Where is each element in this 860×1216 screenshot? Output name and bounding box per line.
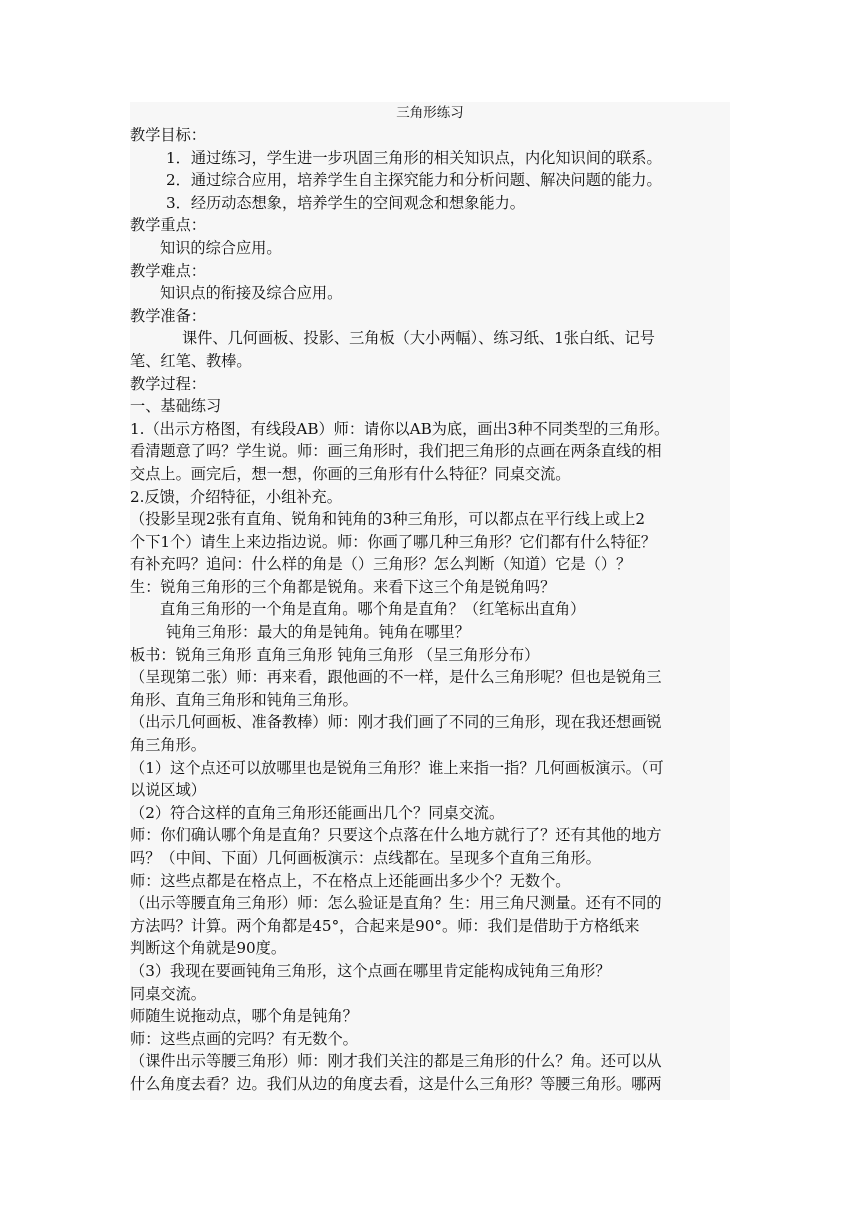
text-line: 角三角形。	[130, 736, 206, 755]
text-line: 师：这些点画的完吗？有无数个。	[130, 1029, 358, 1048]
text-line: 师随生说拖动点，哪个角是钝角？	[130, 1007, 358, 1026]
text-line: 以说区域）	[130, 781, 206, 800]
text-line: 教学难点：	[130, 261, 206, 280]
text-line: 个下1个）请生上来边指边说。师：你画了哪几种三角形？它们都有什么特征？	[130, 532, 657, 551]
text-line: 2.反馈，介绍特征，小组补充。	[130, 487, 342, 506]
text-line: 什么角度去看？边。我们从边的角度去看，这是什么三角形？等腰三角形。哪两	[130, 1074, 662, 1093]
text-line: （出示几何画板、准备教棒）师：刚才我们画了不同的三角形，现在我还想画锐	[130, 713, 662, 732]
text-line: 有补充吗？追问：什么样的角是（）三角形？怎么判断（知道）它是（）？	[130, 555, 632, 574]
text-line: 板书：锐角三角形 直角三角形 钝角三角形 （呈三角形分布）	[130, 645, 540, 664]
text-line: 交点上。画完后，想一想，你画的三角形有什么特征？同桌交流。	[130, 464, 571, 483]
text-line: 看清题意了吗？学生说。师：画三角形时，我们把三角形的点画在两条直线的相	[130, 442, 662, 461]
text-line: 方法吗？计算。两个角都是45°，合起来是90°。师：我们是借助于方格纸来	[130, 916, 640, 935]
text-line: 知识的综合应用。	[160, 238, 282, 257]
text-line: 师：你们确认哪个角是直角？只要这个点落在什么地方就行了？还有其他的地方	[130, 826, 662, 845]
text-line: 一、基础练习	[130, 397, 222, 416]
text-line: 2．通过综合应用，培养学生自主探究能力和分析问题、解决问题的能力。	[166, 171, 662, 190]
text-line: 师：这些点都是在格点上，不在格点上还能画出多少个？无数个。	[130, 871, 571, 890]
text-line: 同桌交流。	[130, 984, 206, 1003]
text-line: 教学目标：	[130, 126, 206, 144]
text-line: 教学重点：	[130, 216, 206, 235]
document-body	[130, 124, 730, 1096]
text-line: （呈现第二张）师：再来看，跟他画的不一样，是什么三角形呢？但也是锐角三	[130, 668, 662, 687]
text-line: 角形、直角三角形和钝角三角形。	[130, 690, 358, 709]
text-line: （出示等腰直角三角形）师：怎么验证是直角？生：用三角尺测量。还有不同的	[130, 894, 662, 913]
text-line: 课件、几何画板、投影、三角板（大小两幅）、练习纸、1张白纸、记号	[182, 329, 655, 348]
text-line: （课件出示等腰三角形）师：刚才我们关注的都是三角形的什么？角。还可以从	[130, 1052, 662, 1071]
text-line: 判断这个角就是90度。	[130, 939, 287, 958]
text-line: 生：锐角三角形的三个角都是锐角。来看下这三个角是锐角吗？	[130, 577, 556, 596]
text-line: 直角三角形的一个角是直角。哪个角是直角？（红笔标出直角）	[160, 600, 586, 619]
text-line: 教学准备：	[130, 306, 206, 325]
text-line: （投影呈现2张有直角、锐角和钝角的3种三角形，可以都点在平行线上或上2	[130, 510, 645, 529]
document-page	[130, 102, 730, 1100]
document-title: 三角形练习	[396, 105, 464, 121]
text-line: 3．经历动态想象，培养学生的空间观念和想象能力。	[166, 193, 525, 212]
text-line: 1．通过练习，学生进一步巩固三角形的相关知识点，内化知识间的联系。	[166, 148, 662, 167]
text-line: （2）符合这样的直角三角形还能画出几个？同桌交流。	[130, 803, 505, 822]
text-line: 吗？（中间、下面）几何画板演示：点线都在。呈现多个直角三角形。	[130, 849, 601, 867]
text-line: 知识点的衔接及综合应用。	[160, 284, 343, 303]
text-line: 笔、红笔、教棒。	[130, 351, 252, 370]
text-line: 1.（出示方格图，有线段AB）师：请你以AB为底，画出3种不同类型的三角形。	[130, 419, 670, 438]
text-line: （1）这个点还可以放哪里也是锐角三角形？谁上来指一指？几何画板演示。（可	[130, 758, 664, 777]
text-line: 钝角三角形：最大的角是钝角。钝角在哪里？	[166, 623, 470, 642]
text-line: （3）我现在要画钝角三角形，这个点画在哪里肯定能构成钝角三角形？	[130, 961, 611, 980]
text-line: 教学过程：	[130, 374, 206, 393]
